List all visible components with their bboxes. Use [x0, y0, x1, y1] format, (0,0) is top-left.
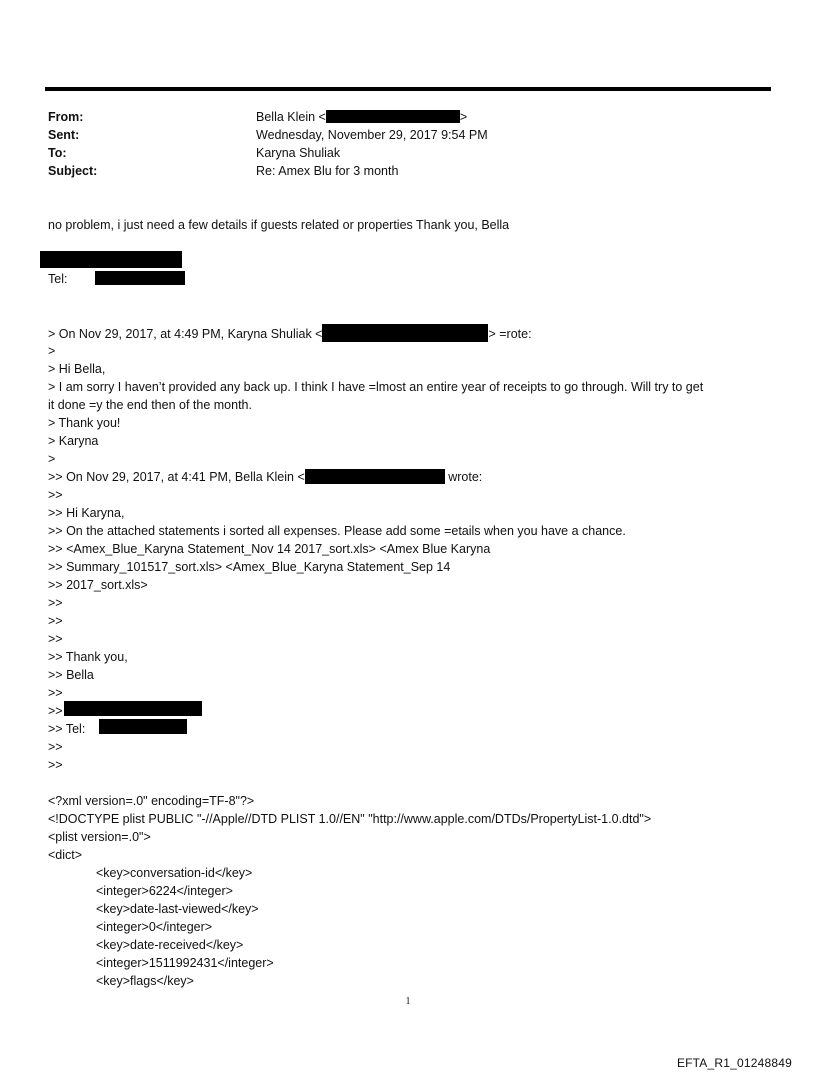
from-name: Bella Klein <	[256, 110, 326, 124]
quote-line: >>	[48, 740, 63, 754]
to-value: Karyna Shuliak	[256, 146, 341, 160]
quote-line: >>	[48, 596, 63, 610]
xml-line: <key>date-last-viewed</key>	[96, 902, 259, 916]
redaction-box	[322, 324, 488, 342]
sent-value: Wednesday, November 29, 2017 9:54 PM	[256, 128, 488, 142]
from-value-end: >	[459, 110, 468, 124]
quote-line: > I am sorry I haven’t provided any back up. I think I have =lmost an entire year of receipts to go through. Will try to get	[48, 380, 704, 394]
page-number: 1	[405, 996, 411, 1007]
xml-line: <plist version=.0">	[48, 830, 151, 844]
xml-line: <!DOCTYPE plist PUBLIC "-//Apple//DTD PLIST 1.0//EN" "http://www.apple.com/DTDs/PropertyList-1.0.dtd">	[48, 812, 652, 826]
to-label: To:	[48, 146, 67, 160]
quote-line: >>	[48, 488, 63, 502]
redaction-box	[64, 701, 202, 716]
quote-text: > =rote:	[488, 327, 532, 341]
quote-line	[48, 324, 532, 343]
quote-line: > Hi Bella,	[48, 362, 106, 376]
redaction-box	[326, 110, 460, 123]
quote-line	[48, 468, 482, 486]
quote-text: > On Nov 29, 2017, at 4:49 PM, Karyna Shuliak <	[48, 327, 323, 341]
quote-line: >> On the attached statements i sorted all expenses. Please add some =etails when you have a chance.	[48, 524, 626, 538]
quote-text: >> On Nov 29, 2017, at 4:41 PM, Bella Klein <	[48, 470, 305, 484]
quote-line: it done =y the end then of the month.	[48, 398, 252, 412]
quote-line: >> Hi Karyna,	[48, 506, 125, 520]
xml-line: <dict>	[48, 848, 83, 862]
quote-line: >> Tel:	[48, 722, 86, 736]
subject-label: Subject:	[48, 164, 98, 178]
quote-line: >> Thank you,	[48, 650, 128, 664]
xml-line: <key>date-received</key>	[96, 938, 244, 952]
quote-line: >> 2017_sort.xls>	[48, 578, 148, 592]
xml-line: <integer>0</integer>	[96, 920, 213, 934]
quote-text: wrote:	[444, 470, 483, 484]
xml-line: <key>conversation-id</key>	[96, 866, 253, 880]
document-id: EFTA_R1_01248849	[676, 1056, 792, 1070]
quote-line: > Thank you!	[48, 416, 121, 430]
quote-line: >>	[48, 704, 63, 718]
quote-line: >> Summary_101517_sort.xls> <Amex_Blue_Karyna Statement_Sep 14	[48, 560, 451, 574]
quote-line: >>	[48, 632, 63, 646]
redaction-box	[99, 719, 187, 734]
sent-label: Sent:	[48, 128, 80, 142]
header-rule	[45, 87, 771, 91]
quote-line: >> <Amex_Blue_Karyna Statement_Nov 14 2017_sort.xls> <Amex Blue Karyna	[48, 542, 491, 556]
quote-line: >> Bella	[48, 668, 94, 682]
quote-line: >	[48, 452, 56, 466]
redaction-box	[40, 251, 182, 268]
tel-label: Tel:	[48, 272, 68, 286]
redaction-box	[305, 469, 445, 484]
subject-value: Re: Amex Blu for 3 month	[256, 164, 399, 178]
quote-line: >>	[48, 686, 63, 700]
quote-line: > Karyna	[48, 434, 99, 448]
xml-line: <integer>1511992431</integer>	[96, 956, 274, 970]
quote-line: >>	[48, 614, 63, 628]
from-value	[256, 108, 467, 126]
xml-line: <?xml version=.0" encoding=TF-8"?>	[48, 794, 255, 808]
intro-text: no problem, i just need a few details if guests related or properties Thank you, Bella	[48, 218, 510, 232]
from-label: From:	[48, 110, 84, 124]
quote-line: >	[48, 344, 56, 358]
quote-line: >>	[48, 758, 63, 772]
xml-line: <key>flags</key>	[96, 974, 194, 988]
xml-line: <integer>6224</integer>	[96, 884, 233, 898]
redaction-box	[95, 271, 185, 285]
